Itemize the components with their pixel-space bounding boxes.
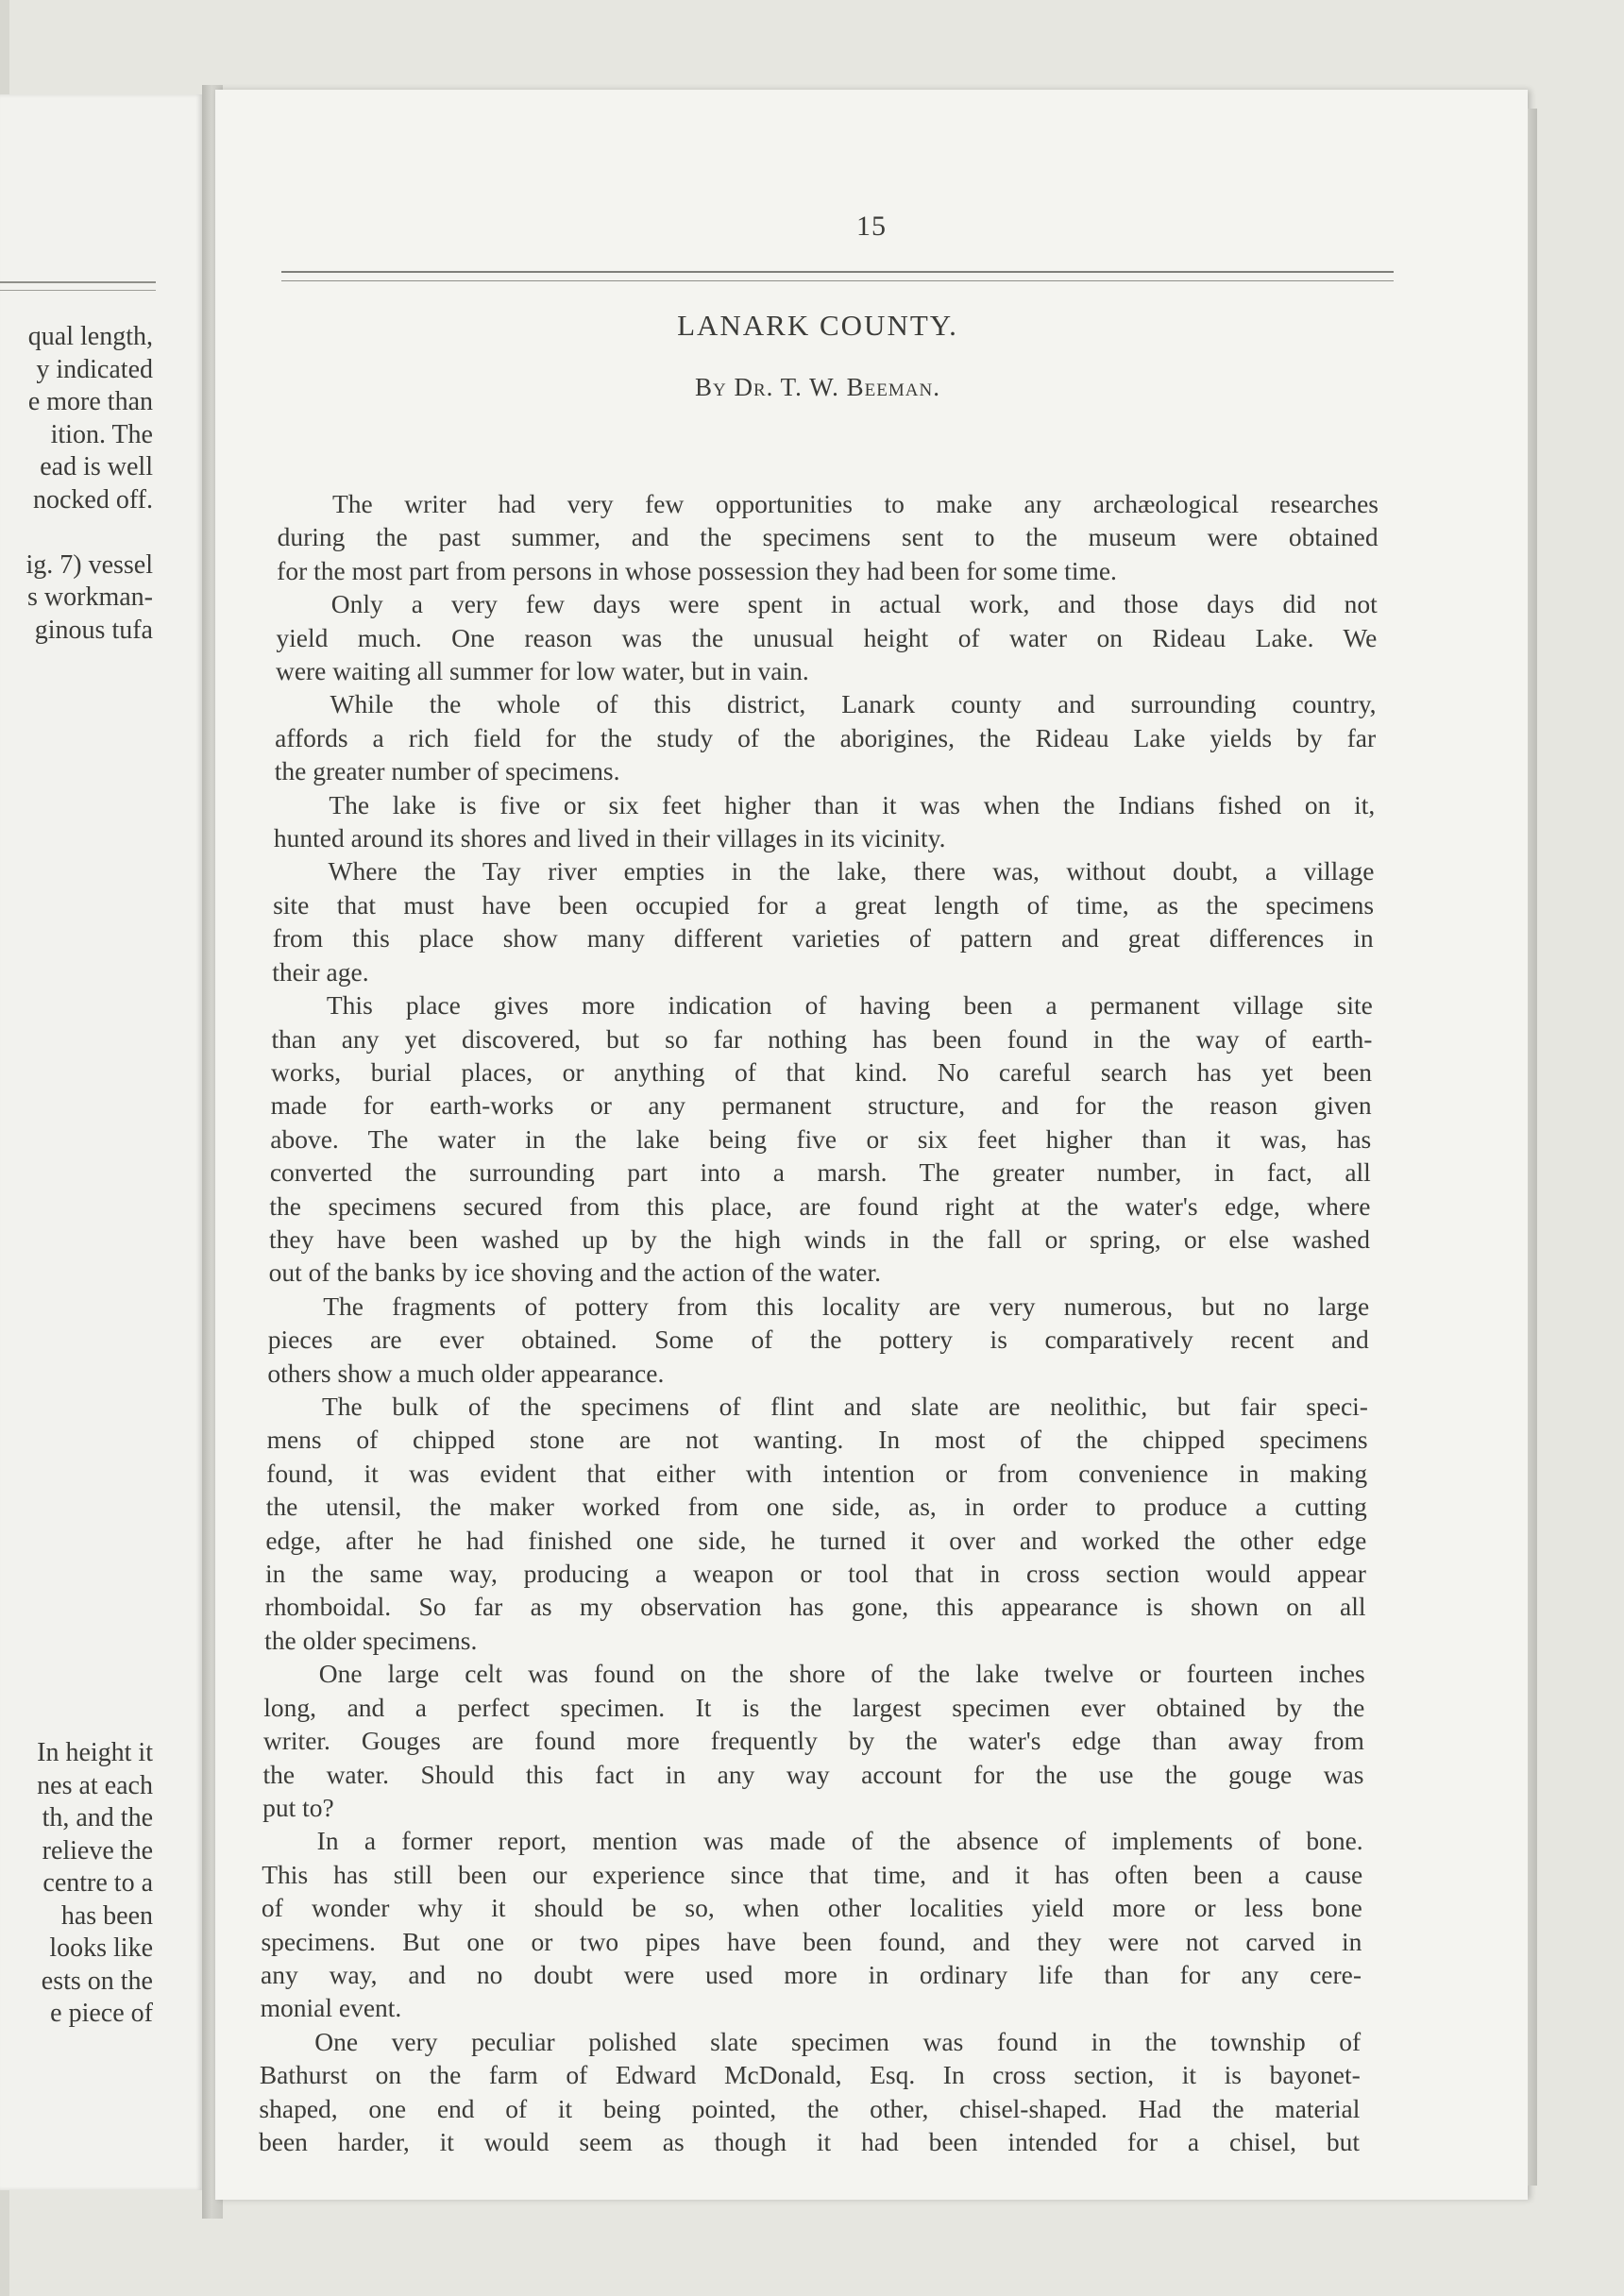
left-page-fragment [0, 94, 202, 2190]
left-page-text-bottom [37, 1737, 153, 2031]
text-line: pieces are ever obtained. Some of the pottery is comparatively recent and [267, 1325, 1369, 1355]
left-page-line: e piece of [50, 1999, 153, 2028]
text-line: above. The water in the lake being five or six feet higher than it was, has [270, 1123, 1372, 1154]
text-line: found, it was evident that either with intention or from convenience in making [266, 1458, 1368, 1488]
text-line: One large celt was found on the shore of the lake twelve or fourteen inches [318, 1659, 1365, 1689]
text-line: the specimens secured from this place, are found right at the water's edge, where [269, 1190, 1371, 1221]
text-line: The fragments of pottery from this locality are very numerous, but no large [323, 1291, 1370, 1321]
text-line: monial event. [260, 1993, 402, 2023]
text-line: others show a much older appearance. [267, 1358, 665, 1388]
text-line: edge, after he had finished one side, he turned it over and worked the other edge [265, 1525, 1367, 1555]
text-line: affords a rich field for the study of the aborigines, the Rideau Lake yields by far [275, 722, 1377, 752]
left-page-line: ition. The [50, 419, 153, 449]
text-line: converted the surrounding part into a marsh. The greater number, in fact, all [269, 1157, 1371, 1188]
text-line: rhomboidal. So far as my observation has gone, this appearance is shown on all [264, 1592, 1366, 1622]
text-line: of wonder why it should be so, when other localities yield more or less bone [261, 1893, 1362, 1923]
header-rule [281, 271, 1394, 281]
left-page-line: relieve the [42, 1835, 153, 1866]
text-line: specimens. But one or two pipes have been found, and they were not carved in [261, 1926, 1362, 1956]
text-line: their age. [272, 956, 369, 987]
article-byline: By Dr. T. W. Beeman. [695, 373, 940, 401]
text-line: Only a very few days were spent in actual work, and those days did not [330, 589, 1378, 619]
text-line: While the whole of this district, Lanark county and surrounding country, [330, 689, 1377, 719]
text-line: The lake is five or six feet higher than it was when the Indians fished on it, [329, 789, 1376, 819]
left-page-line: ig. 7) vessel [25, 549, 153, 580]
text-line: site that must have been occupied for a great length of time, as the specimens [273, 889, 1375, 920]
left-page-line: ginous tufa [34, 615, 153, 645]
text-line: put to? [262, 1792, 334, 1822]
left-page-header-rule [0, 281, 156, 291]
page [215, 90, 1528, 2200]
page-edge-shadow [1528, 109, 1537, 2186]
text-line: the older specimens. [264, 1625, 478, 1655]
page-number: 15 [856, 211, 887, 242]
text-line: shaped, one end of it being pointed, the other, chisel-shaped. Had the material [259, 2093, 1361, 2123]
left-page-line: ests on the [41, 1966, 153, 1996]
text-line: Where the Tay river empties in the lake, there was, without doubt, a village [328, 856, 1375, 886]
left-page-line: th, and the [42, 1803, 153, 1832]
text-line: long, and a perfect specimen. It is the largest specimen ever obtained by the [263, 1692, 1365, 1722]
left-page-line: y indicated [36, 354, 153, 384]
text-line: This place gives more indication of having been a permanent village site [326, 990, 1373, 1021]
text-line: hunted around its shores and lived in their villages in its vicinity. [273, 823, 946, 853]
left-page-line: In height it [37, 1738, 153, 1767]
text-line: made for earth-works or any permanent structure, and for the reason given [270, 1090, 1372, 1121]
text-line: yield much. One reason was the unusual height of water on Rideau Lake. We [276, 622, 1378, 652]
left-page-line: ead is well [40, 452, 153, 481]
text-line: Bathurst on the farm of Edward McDonald, Esq. In cross section, it is bayonet- [259, 2060, 1361, 2090]
left-page-line: has been [60, 1900, 153, 1931]
article-title: LANARK COUNTY. [677, 309, 958, 342]
text-line: The bulk of the specimens of flint and slate are neolithic, but fair speci- [321, 1392, 1368, 1422]
text-line: were waiting all summer for low water, but in vain. [275, 656, 809, 686]
text-line: writer. Gouges are found more frequently by the water's edge than away from [262, 1726, 1364, 1756]
left-page-line: s workman- [27, 582, 153, 612]
text-line: the utensil, the maker worked from one side, as, in order to produce a cutting [265, 1492, 1367, 1522]
left-page-text-top [25, 321, 153, 647]
text-line: In a former report, mention was made of the absence of implements of bone. [316, 1826, 1363, 1856]
text-line: any way, and no doubt were used more in ordinary life than for any cere- [261, 1959, 1362, 1989]
text-line: for the most part from persons in whose possession they had been for some time. [277, 555, 1117, 585]
left-page-line: looks like [49, 1933, 153, 1963]
left-page-line [25, 516, 153, 549]
text-line: works, burial places, or anything of that kind. No careful search has yet been [271, 1056, 1373, 1087]
left-page-line: nocked off. [33, 484, 153, 515]
text-line: the greater number of specimens. [274, 756, 620, 786]
text-line: mens of chipped stone are not wanting. In most of the chipped specimens [266, 1425, 1368, 1455]
text-line: the water. Should this fact in any way account for the use the gouge was [262, 1759, 1364, 1789]
text-line: in the same way, producing a weapon or tool that in cross section would appear [264, 1559, 1366, 1589]
text-line: than any yet discovered, but so far nothing has been found in the way of earth- [271, 1023, 1373, 1054]
left-page-line: centre to a [42, 1868, 153, 1898]
text-line: from this place show many different varieties of pattern and great differences in [272, 923, 1374, 954]
text-line: One very peculiar polished slate specimen was found in the township of [314, 2026, 1362, 2056]
text-line: during the past summer, and the specimens sent to the museum were obtained [277, 522, 1379, 552]
left-page-line: qual length, [27, 322, 153, 351]
left-page-line: e more than [27, 387, 153, 416]
text-line: been harder, it would seem as though it had been intended for a chisel, but [259, 2127, 1360, 2156]
text-line: they have been washed up by the high winds in the fall or spring, or else washed [269, 1224, 1371, 1254]
text-line: out of the banks by ice shoving and the action of the water. [268, 1258, 881, 1288]
text-line: This has still been our experience since that time, and it has often been a cause [262, 1859, 1363, 1889]
text-line: The writer had very few opportunities to make any archæological researches [332, 489, 1379, 518]
left-page-line: nes at each [37, 1770, 153, 1800]
